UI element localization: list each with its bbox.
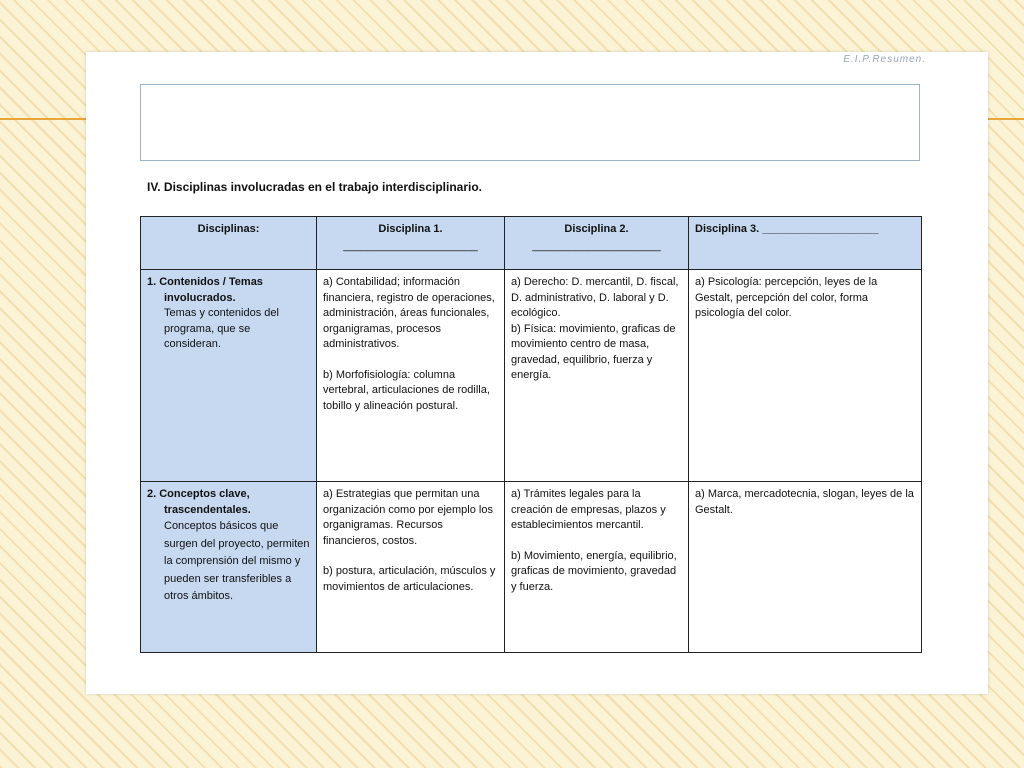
table-row-conceptos — [141, 482, 922, 653]
header-reference: E.I.P.Resumen. — [843, 54, 926, 65]
document-page — [86, 52, 988, 694]
disciplines-table — [140, 216, 922, 653]
cell-text: a) Contabilidad; información financiera, registro de operaciones, administración, áreas funcionales, organigramas, procesos administrativos. — [323, 276, 495, 350]
cell-text: a) Psicología: percepción, leyes de la Gestalt, percepción del color, forma psicología del color. — [695, 276, 878, 319]
header-disciplinas: Disciplinas: — [141, 217, 317, 270]
blank-line: _____________________ — [532, 239, 661, 252]
header-disciplina-3: Disciplina 3. ___________________ — [689, 217, 922, 270]
row-header-contenidos — [141, 270, 317, 482]
cell-d3-conceptos — [689, 482, 922, 653]
blank-line: ______________________ — [343, 239, 478, 252]
cell-text: a) Trámites legales para la creación de empresas, plazos y establecimientos mercantil. — [511, 488, 666, 531]
table-header-row — [141, 217, 922, 270]
cell-d1-contenidos — [317, 270, 505, 482]
row-title: trascendentales. — [164, 503, 251, 516]
cell-text: b) Morfofisiología: columna vertebral, articulaciones de rodilla, tobillo y alineación postural. — [323, 368, 490, 412]
header-disciplina-2: Disciplina 2. _____________________ — [505, 217, 689, 270]
cell-d2-conceptos — [505, 482, 689, 653]
section-title: IV. Disciplinas involucradas en el trabajo interdisciplinario. — [147, 180, 482, 194]
row-description: Temas y contenidos del programa, que se consideran. — [164, 307, 279, 350]
table-row-contenidos — [141, 270, 922, 482]
cell-d1-conceptos — [317, 482, 505, 653]
cell-text: b) postura, articulación, músculos y movimientos de articulaciones. — [323, 565, 496, 593]
cell-text: b) Movimiento, energía, equilibrio, graficas de movimiento, gravedad y fuerza. — [511, 549, 677, 593]
cell-text: b) Física: movimiento, graficas de movimiento centro de masa, gravedad, equilibrio, fuerza y energía. — [511, 322, 676, 381]
row-title: involucrados. — [164, 291, 236, 304]
cell-d2-contenidos — [505, 270, 689, 482]
row-header-conceptos — [141, 482, 317, 653]
cell-d3-contenidos — [689, 270, 922, 482]
row-title: 1. Contenidos / Temas — [147, 276, 263, 288]
cell-text: a) Derecho: D. mercantil, D. fiscal, D. administrativo, D. laboral y D. ecológico. — [511, 276, 679, 319]
accent-line-left — [0, 118, 86, 120]
accent-line-right — [988, 118, 1024, 120]
row-description: Conceptos básicos que surgen del proyecto, permiten la comprensión del mismo y pueden ser transferibles a otros ámbitos. — [164, 520, 310, 602]
empty-text-box — [140, 84, 920, 161]
cell-text: a) Marca, mercadotecnia, slogan, leyes de la Gestalt. — [695, 488, 914, 516]
row-title: 2. Conceptos clave, — [147, 488, 250, 500]
header-disciplina-1: Disciplina 1. ______________________ — [317, 217, 505, 270]
cell-text: a) Estrategias que permitan una organización como por ejemplo los organigramas. Recursos financieros, costos. — [323, 488, 493, 547]
